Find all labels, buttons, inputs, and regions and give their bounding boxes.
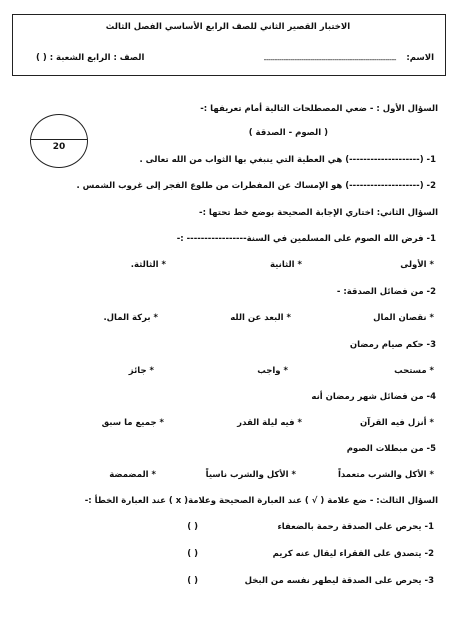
q2-stem-4: 4- من فضائل شهر رمضان أنه [311, 392, 436, 402]
q3-item-2: 2- يتصدق على الفقراء ليقال عنه كريم [272, 549, 434, 559]
score-divider [31, 139, 87, 140]
q2-1-option-1: * الأولى [400, 260, 434, 270]
q1-title: السؤال الأول : - ضعي المصطلحات التالية أمام تعريفها :- [200, 104, 438, 114]
name-label: الاسم: [406, 53, 434, 63]
score-value: 20 [52, 142, 66, 152]
score-circle [30, 114, 88, 168]
q2-5-option-3: * المضمضة [109, 470, 156, 480]
q1-item-2: 2- (--------------------) هو الإمساك عن المفطرات من طلوع الفجر إلى غروب الشمس . [76, 181, 436, 191]
q2-5-option-1: * الأكل والشرب متعمداً [337, 470, 434, 480]
name-field: ------------------------------------------------------------ [263, 55, 396, 64]
q1-item-1: 1- (--------------------) هي العطية التي ينبغي بها الثواب من الله تعالى . [139, 155, 436, 165]
q2-stem-2: 2- من فضائل الصدقة: - [336, 287, 436, 297]
q3-title: السؤال الثالث: - ضع علامة ( √ ) عند العبارة الصحيحة وعلامة( x ) عند العبارة الخطأ :- [84, 496, 438, 506]
q2-4-option-2: * فيه ليلة القدر [237, 418, 302, 428]
q2-4-option-1: * أنزل فيه القرآن [360, 418, 434, 428]
q2-2-option-2: * البعد عن الله [230, 313, 291, 323]
q2-3-option-1: * مستحب [394, 366, 434, 376]
q3-answer-box-2: ( ) [187, 549, 198, 559]
q3-answer-box-1: ( ) [187, 522, 198, 532]
q2-1-option-2: * الثانية [270, 260, 302, 270]
q2-3-option-2: * واجب [257, 366, 288, 376]
q2-stem-1: 1- فرض الله الصوم على المسلمين في السنة----------------- :- [176, 234, 436, 244]
exam-title: الاختبار القصير الثاني للصف الرابع الأساسي الفصل الثالث [105, 22, 351, 32]
q2-5-option-2: * الأكل والشرب ناسياً [205, 470, 296, 480]
q3-item-3: 3- يحرص على الصدقة ليطهر نفسه من البخل [244, 576, 434, 586]
q2-stem-3: 3- حكم صيام رمضان [349, 340, 436, 350]
q2-3-option-3: * جائز [128, 366, 154, 376]
q1-terms: ( الصوم - الصدقة ) [248, 128, 328, 138]
q3-answer-box-3: ( ) [187, 576, 198, 586]
q2-stem-5: 5- من مبطلات الصوم [346, 444, 436, 454]
q2-4-option-3: * جميع ما سبق [101, 418, 164, 428]
q2-title: السؤال الثاني: اختاري الإجابة الصحيحة بوضع خط تحتها :- [199, 208, 438, 218]
q2-2-option-1: * نقصان المال [373, 313, 434, 323]
q2-2-option-3: * بركة المال. [103, 313, 158, 323]
class-section-label: الصف : الرابع الشعبة : ( ) [36, 53, 145, 63]
q3-item-1: 1- يحرص على الصدقة رحمة بالضعفاء [277, 522, 434, 532]
q2-1-option-3: * الثالثة. [130, 260, 166, 270]
